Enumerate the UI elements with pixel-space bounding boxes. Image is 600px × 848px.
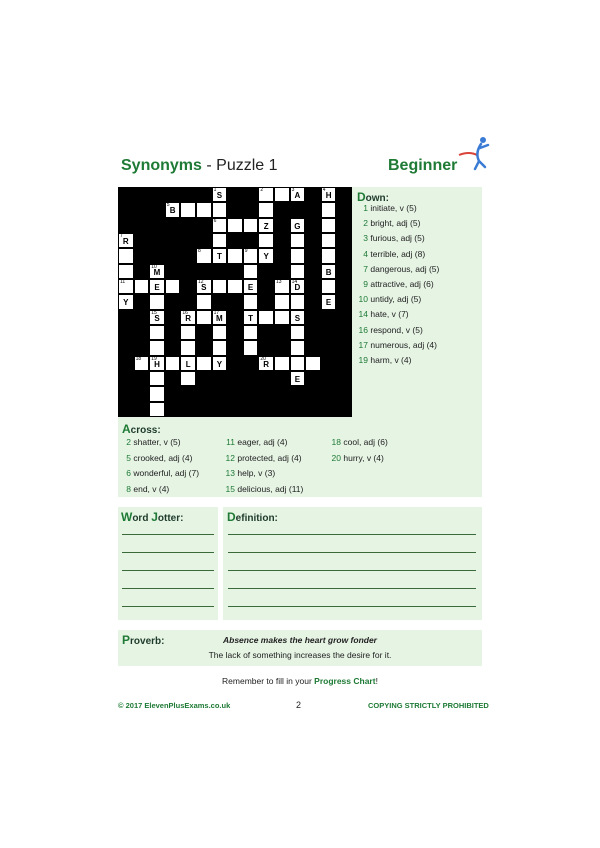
crossword-cell[interactable]: [290, 310, 306, 325]
crossword-cell[interactable]: [118, 233, 134, 248]
crossword-cell[interactable]: [212, 202, 228, 217]
crossword-cell[interactable]: [243, 279, 259, 294]
clue-text: attractive, adj (6): [368, 279, 434, 289]
cell-letter: D: [294, 283, 301, 292]
clue-text: wonderful, adj (7): [131, 468, 200, 478]
crossword-cell[interactable]: [227, 279, 243, 294]
crossword-cell[interactable]: [212, 310, 228, 325]
cell-letter: H: [154, 359, 160, 369]
clue-text: end, v (4): [131, 483, 170, 494]
clue-item: [352, 294, 421, 305]
clue-number: 19: [358, 355, 368, 365]
cell-letter: E: [294, 375, 301, 384]
cell-letter: M: [216, 313, 223, 323]
crossword-cell[interactable]: [227, 248, 243, 263]
crossword-cell[interactable]: [243, 310, 259, 325]
page-number: 2: [296, 700, 302, 710]
crossword-cell[interactable]: [243, 294, 259, 309]
clue-number: 14: [291, 279, 298, 285]
crossword-cell[interactable]: [149, 371, 165, 386]
title-separator: -: [201, 157, 217, 174]
crossword-cell[interactable]: [258, 248, 274, 263]
clue-number: 15: [225, 483, 235, 494]
cell-letter: B: [325, 267, 332, 277]
cell-letter: Y: [216, 359, 223, 369]
clue-number: 8: [126, 483, 131, 494]
clue-item: [118, 468, 199, 479]
clue-item: [222, 484, 303, 495]
proverb-text: Absence makes the heart grow fonder: [223, 635, 377, 645]
crossword-cell[interactable]: [196, 356, 212, 371]
crossword-cell[interactable]: [258, 218, 274, 233]
clue-number: 3: [363, 233, 368, 244]
across-clues-panel: [118, 417, 482, 497]
crossword-cell[interactable]: [212, 248, 228, 263]
clue-number: 20: [260, 355, 266, 362]
crossword-cell[interactable]: [180, 202, 196, 217]
crossword-cell[interactable]: [212, 218, 228, 233]
clue-number: 10: [358, 294, 368, 305]
clue-text: bright, adj (5): [368, 218, 421, 229]
clue-item: [352, 279, 434, 290]
crossword-cell[interactable]: [290, 248, 306, 263]
across-heading: Across:: [122, 422, 161, 436]
clue-number: 10: [151, 263, 157, 270]
clue-item: [118, 453, 192, 464]
crossword-cell[interactable]: [274, 310, 290, 325]
definition-heading: Definition:: [227, 510, 278, 524]
crossword-cell[interactable]: [149, 264, 165, 279]
crossword-cell[interactable]: [258, 202, 274, 217]
crossword-cell[interactable]: [212, 356, 228, 371]
clue-number: 8: [198, 248, 201, 255]
crossword-cell[interactable]: [118, 264, 134, 279]
crossword-cell[interactable]: [321, 218, 337, 233]
crossword-cell[interactable]: [290, 294, 306, 309]
definition-line[interactable]: [228, 588, 476, 589]
definition-line[interactable]: [228, 606, 476, 607]
crossword-cell[interactable]: [149, 386, 165, 401]
clue-number: 19: [151, 355, 157, 362]
crossword-cell[interactable]: [243, 340, 259, 355]
clue-number: 18: [331, 437, 341, 447]
crossword-cell[interactable]: [243, 248, 259, 263]
crossword-cell[interactable]: [321, 264, 337, 279]
cell-letter: Y: [123, 298, 129, 308]
clue-number: 16: [358, 324, 368, 335]
crossword-cell[interactable]: [290, 325, 306, 340]
crossword-cell[interactable]: [149, 356, 165, 371]
cell-letter: Z: [263, 221, 269, 231]
clue-item: [352, 325, 423, 336]
crossword-cell[interactable]: [258, 233, 274, 248]
crossword-cell[interactable]: [274, 279, 290, 294]
crossword-cell[interactable]: [149, 340, 165, 355]
clue-number: 1: [363, 203, 368, 213]
definition-line[interactable]: [228, 534, 476, 535]
proverb-meaning: The lack of something increases the desire for it.: [208, 650, 392, 660]
clue-number: 1: [213, 187, 217, 193]
crossword-cell[interactable]: [290, 187, 306, 202]
crossword-cell[interactable]: [165, 356, 181, 371]
crossword-cell[interactable]: [196, 310, 212, 325]
clue-text: crooked, adj (4): [131, 452, 193, 463]
clue-number: 2: [126, 437, 131, 447]
cell-letter: A: [294, 191, 301, 200]
cell-letter: L: [185, 359, 191, 369]
crossword-cell[interactable]: [321, 233, 337, 248]
proverb-panel: [118, 630, 482, 666]
footer-copyright: © 2017 ElevenPlusExams.co.uk: [118, 701, 231, 710]
crossword-cell[interactable]: [321, 294, 337, 309]
cell-letter: R: [122, 237, 129, 246]
cell-letter: S: [294, 313, 301, 323]
crossword-cell[interactable]: [180, 325, 196, 340]
crossword-cell[interactable]: [118, 279, 134, 294]
clue-number: 13: [225, 468, 235, 478]
clue-text: protected, adj (4): [235, 452, 302, 463]
crossword-cell[interactable]: [149, 310, 165, 325]
cell-letter: T: [216, 252, 222, 262]
jotter-line[interactable]: [122, 606, 214, 607]
clue-text: delicious, adj (11): [235, 483, 304, 494]
clue-item: [352, 264, 439, 275]
definition-panel: [223, 507, 482, 620]
down-clues-panel: [352, 187, 482, 417]
clue-number: 13: [276, 279, 282, 285]
crossword-cell[interactable]: [212, 340, 228, 355]
crossword-cell[interactable]: [180, 310, 196, 325]
crossword-cell[interactable]: [243, 325, 259, 340]
crossword-cell[interactable]: [165, 279, 181, 294]
clue-item: [222, 468, 275, 479]
jotter-line[interactable]: [122, 570, 214, 571]
crossword-cell[interactable]: [321, 187, 337, 202]
jotter-line[interactable]: [122, 534, 214, 535]
definition-line[interactable]: [228, 570, 476, 571]
crossword-cell[interactable]: [212, 233, 228, 248]
crossword-cell[interactable]: [196, 202, 212, 217]
progress-reminder: Remember to fill in your Progress Chart!: [222, 676, 378, 686]
clue-number: 5: [126, 452, 131, 463]
clue-number: 17: [213, 309, 220, 316]
crossword-cell[interactable]: [321, 279, 337, 294]
cell-letter: T: [248, 313, 254, 323]
clue-item: [222, 453, 302, 464]
clue-text: numerous, adj (4): [368, 339, 437, 350]
clue-text: furious, adj (5): [368, 233, 425, 244]
crossword-cell[interactable]: [149, 325, 165, 340]
cell-letter: Y: [263, 252, 269, 262]
clue-text: hate, v (7): [368, 309, 409, 320]
crossword-cell[interactable]: [274, 294, 290, 309]
runner-logo-icon: [455, 133, 495, 173]
clue-number: 2: [260, 187, 264, 193]
crossword-cell[interactable]: [290, 264, 306, 279]
clue-number: 3: [291, 187, 295, 193]
clue-number: 5: [166, 202, 170, 209]
crossword-cell[interactable]: [227, 218, 243, 233]
crossword-cell[interactable]: [149, 279, 165, 294]
clue-text: harm, v (4): [368, 355, 412, 365]
clue-item: [352, 218, 420, 229]
clue-item: [352, 355, 411, 366]
cell-letter: M: [153, 267, 161, 277]
progress-chart-link: Progress Chart: [314, 676, 376, 686]
crossword-grid: [118, 187, 352, 417]
title-subtitle: Puzzle 1: [216, 157, 278, 174]
crossword-cell[interactable]: [321, 202, 337, 217]
clue-number: 12: [198, 279, 204, 285]
cell-letter: S: [216, 191, 223, 200]
clue-number: 2: [363, 218, 368, 229]
clue-number: 11: [226, 437, 235, 447]
crossword-cell[interactable]: [274, 187, 290, 202]
crossword-cell[interactable]: [134, 356, 150, 371]
crossword-cell[interactable]: [243, 218, 259, 233]
crossword-cell[interactable]: [212, 325, 228, 340]
clue-text: hurry, v (4): [341, 452, 384, 463]
crossword-cell[interactable]: [149, 402, 165, 417]
clue-text: initiate, v (5): [368, 203, 417, 213]
clue-item: [222, 437, 287, 448]
cell-letter: E: [325, 298, 332, 308]
clue-item: [352, 340, 437, 351]
cell-letter: H: [325, 191, 332, 200]
clue-number: 9: [244, 248, 248, 255]
clue-number: 7: [120, 233, 123, 239]
clue-number: 14: [358, 309, 368, 320]
footer-notice: COPYING STRICTLY PROHIBITED: [368, 701, 489, 710]
cell-letter: B: [169, 206, 176, 216]
clue-number: 6: [126, 468, 131, 478]
clue-text: respond, v (5): [368, 324, 423, 335]
proverb-heading: Proverb:: [122, 633, 165, 647]
clue-text: shatter, v (5): [131, 437, 181, 447]
crossword-cell[interactable]: [290, 356, 306, 371]
crossword-cell[interactable]: [321, 248, 337, 263]
clue-number: 7: [363, 263, 368, 274]
clue-item: [328, 453, 384, 464]
clue-text: dangerous, adj (5): [368, 263, 440, 274]
clue-text: eager, adj (4): [235, 437, 288, 447]
crossword-cell[interactable]: [180, 356, 196, 371]
clue-item: [118, 484, 169, 495]
clue-item: [352, 309, 409, 320]
cell-letter: R: [263, 359, 270, 369]
cell-letter: R: [185, 313, 192, 323]
word-jotter-heading: Word Jotter:: [121, 510, 184, 524]
definition-line[interactable]: [228, 552, 476, 553]
crossword-cell[interactable]: [180, 340, 196, 355]
cell-letter: S: [154, 313, 160, 323]
clue-number: 16: [182, 309, 188, 316]
clue-text: untidy, adj (5): [368, 294, 422, 305]
difficulty-level: Beginner: [388, 157, 458, 174]
clue-text: cool, adj (6): [341, 437, 388, 447]
clue-text: terrible, adj (8): [368, 248, 426, 259]
crossword-cell[interactable]: [258, 310, 274, 325]
crossword-cell[interactable]: [196, 279, 212, 294]
clue-number: 11: [120, 279, 126, 285]
crossword-cell[interactable]: [134, 279, 150, 294]
clue-number: 17: [358, 339, 368, 350]
clue-number: 20: [331, 452, 341, 463]
crossword-cell[interactable]: [243, 264, 259, 279]
clue-item: [352, 203, 417, 214]
clue-item: [352, 249, 425, 260]
clue-item: [352, 233, 425, 244]
clue-number: 4: [322, 187, 326, 193]
crossword-cell[interactable]: [290, 340, 306, 355]
clue-number: 18: [135, 355, 142, 362]
crossword-cell[interactable]: [258, 187, 274, 202]
cell-letter: E: [247, 283, 254, 292]
crossword-cell[interactable]: [305, 356, 321, 371]
jotter-line[interactable]: [122, 588, 214, 589]
crossword-cell[interactable]: [274, 356, 290, 371]
crossword-cell[interactable]: [290, 218, 306, 233]
clue-number: 4: [363, 248, 368, 259]
title-main: Synonyms: [121, 157, 202, 174]
word-jotter-panel: [118, 507, 218, 620]
clue-number: 12: [225, 452, 235, 463]
clue-number: 15: [151, 309, 157, 316]
clue-text: help, v (3): [235, 468, 276, 478]
crossword-cell[interactable]: [118, 248, 134, 263]
jotter-line[interactable]: [122, 552, 214, 553]
crossword-cell[interactable]: [290, 279, 306, 294]
crossword-cell[interactable]: [180, 371, 196, 386]
clue-number: 9: [363, 279, 368, 289]
cell-letter: S: [201, 283, 207, 292]
clue-item: [118, 437, 181, 448]
down-heading: Down:: [357, 190, 389, 204]
cell-letter: G: [294, 221, 301, 231]
crossword-cell[interactable]: [165, 202, 181, 217]
crossword-cell[interactable]: [212, 187, 228, 202]
crossword-cell[interactable]: [212, 279, 228, 294]
cell-letter: E: [154, 283, 160, 292]
page-title: [121, 157, 278, 175]
crossword-cell[interactable]: [196, 248, 212, 263]
crossword-cell[interactable]: [118, 294, 134, 309]
crossword-cell[interactable]: [149, 294, 165, 309]
crossword-cell[interactable]: [258, 356, 274, 371]
crossword-cell[interactable]: [290, 371, 306, 386]
clue-item: [328, 437, 388, 448]
crossword-cell[interactable]: [196, 294, 212, 309]
crossword-cell[interactable]: [290, 233, 306, 248]
clue-number: 6: [213, 217, 217, 224]
